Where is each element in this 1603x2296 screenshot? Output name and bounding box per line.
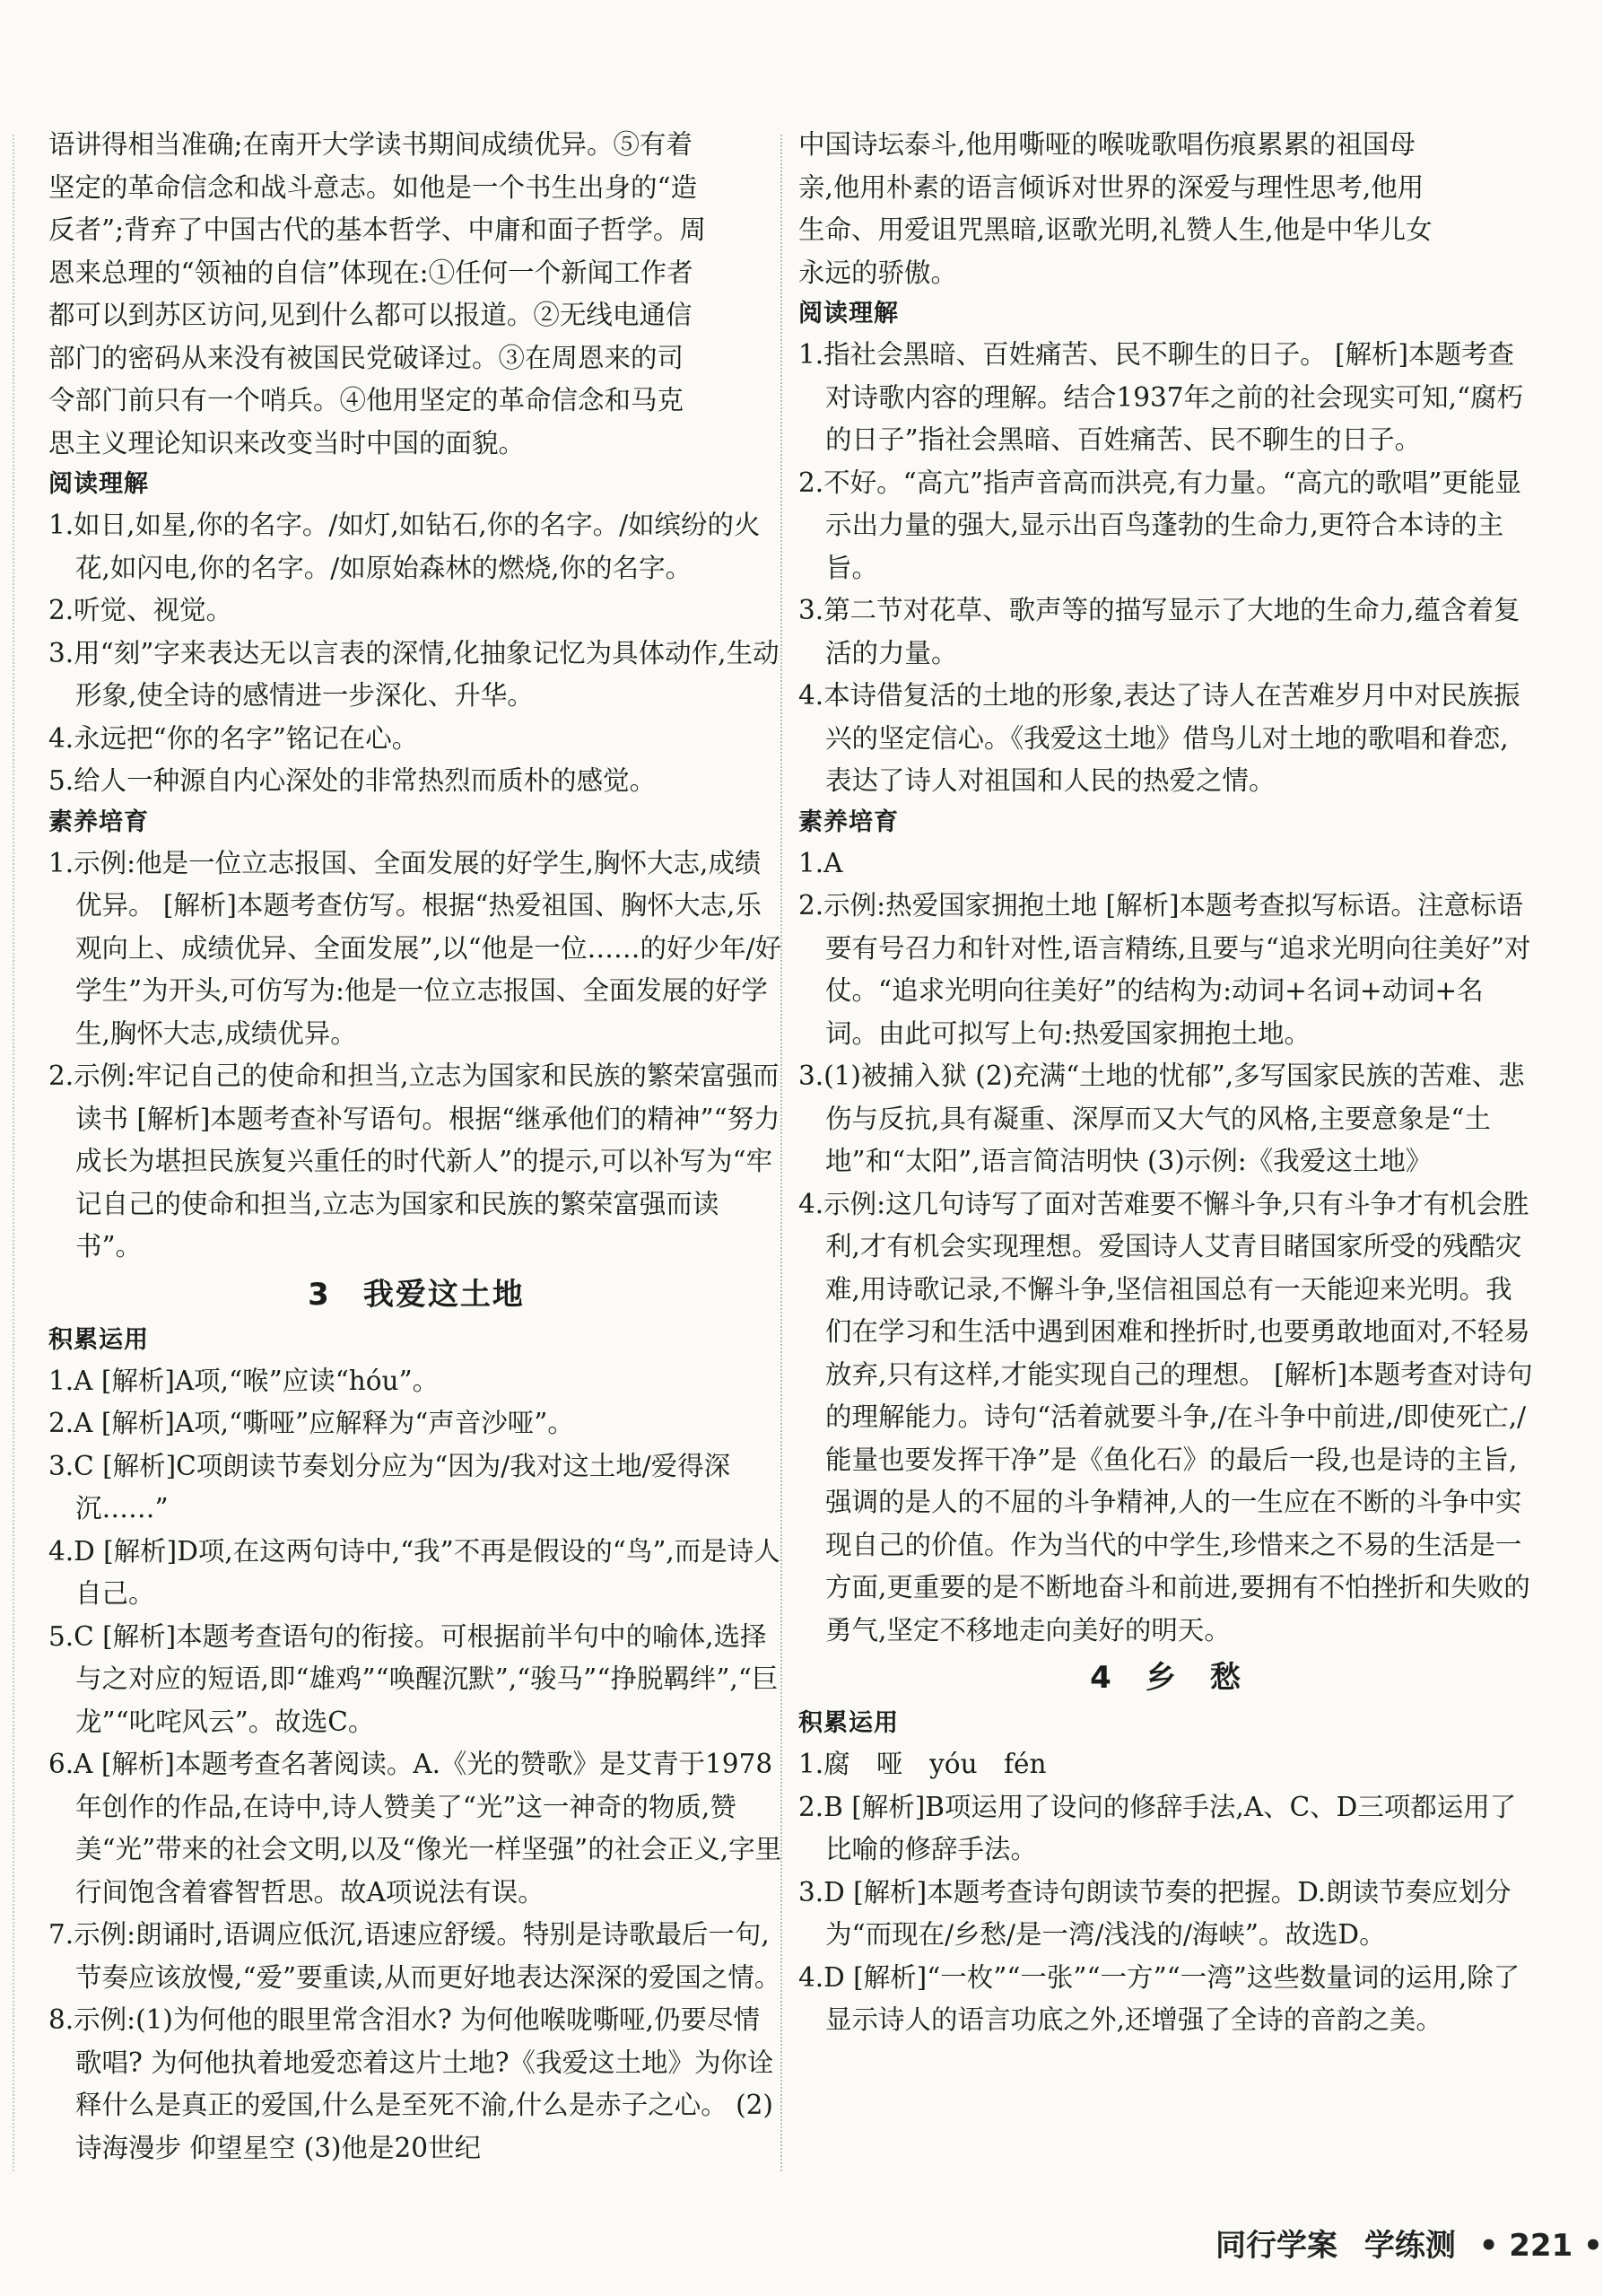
answer-item: 4.示例:这几句诗写了面对苦难要不懈斗争,只有斗争才有机会胜利,才有机会实现理想。爱国诗人艾青目睹国家所受的残酷灾难,用诗歌记录,不懈斗争,坚信祖国总有一天能迎来光明。我们在学习和生活中遇到困难和挫折时,也要勇敢地面对,不轻易放弃,只有这样,才能实现自己的理想。 [解析]本题考查对诗句的理解能力。诗句“活着就要斗争,/在斗争中前进,/即使死亡,/能量也要发挥干净”是《鱼化石》的最后一段,也是诗的主旨,强调的是人的不屈的斗争精神,人的一生应在不断的斗争中实现自己的价值。作为当代的中学生,珍惜来之不易的生活是一方面,更重要的是不断地奋斗和前进,要拥有不怕挫折和失败的勇气,坚定不移地走向美好的明天。 [798,1188,1533,1646]
text-line: 令部门前只有一个哨兵。④他用坚定的革命信念和马克 [48,385,684,415]
answer-item: 1.如日,如星,你的名字。/如灯,如钻石,你的名字。/如缤纷的火花,如闪电,你的名字。/如原始森林的燃烧,你的名字。 [48,510,761,583]
answer-item: 6.A [解析]本题考查名著阅读。A.《光的赞歌》是艾青于1978年创作的作品,在诗中,诗人赞美了“光”这一神奇的物质,赞美“光”带来的社会文明,以及“像光一样坚强”的社会正义,字里行间饱含着睿智哲思。故A项说法有误。 [48,1749,782,1908]
right-column [798,124,1534,2042]
text-line: 思主义理论知识来改变当时中国的面貌。 [48,427,526,458]
left-margin-rule [13,135,14,2171]
page-footer [1215,2221,1603,2265]
answer-item: 2.A [解析]A项,“嘶哑”应解释为“声音沙哑”。 [48,1408,574,1438]
continued-paragraph [798,124,1534,294]
answer-item: 2.听觉、视觉。 [48,595,233,625]
answer-item: 5.C [解析]本题考查语句的衔接。可根据前半句中的喻体,选择与之对应的短语,即“雄鸡”“唤醒沉默”,“骏马”“挣脱羁绊”,“巨龙”“叱咤风云”。故选C。 [48,1620,779,1737]
section-title-reading: 阅读理解 [798,300,899,327]
left-column [48,124,784,2169]
text-line: 坚定的革命信念和战斗意志。如他是一个书生出身的“造 [48,171,698,203]
answer-item: 1.指社会黑暗、百姓痛苦、民不聊生的日子。 [解析]本题考查对诗歌内容的理解。结合1937年之前的社会现实可知,“腐朽的日子”指社会黑暗、百姓痛苦、民不聊生的日子。 [798,339,1524,455]
text-line: 中国诗坛泰斗,他用嘶哑的喉咙歌唱伤痕累累的祖国母 [798,129,1416,160]
text-line: 恩来总理的“领袖的自信”体现在:①任何一个新闻工作者 [48,257,693,288]
text-line: 生命、用爱诅咒黑暗,讴歌光明,礼赞人生,他是中华儿女 [798,214,1433,245]
answer-item: 5.给人一种源自内心深处的非常热烈而质朴的感觉。 [48,765,657,796]
answer-item: 3.第二节对花草、歌声等的描写显示了大地的生命力,蕴含着复活的力量。 [798,595,1520,668]
answer-item: 3.用“刻”字来表达无以言表的深情,化抽象记忆为具体动作,生动形象,使全诗的感情进一步深化、升华。 [48,637,780,711]
text-line: 亲,他用朴素的语言倾诉对世界的深爱与理性思考,他用 [798,171,1424,203]
answer-item: 4.D [解析]D项,在这两句诗中,“我”不再是假设的“鸟”,而是诗人自己。 [48,1535,780,1609]
section-title-accumulate: 积累运用 [48,1325,149,1354]
answer-item: 1.A [798,847,843,878]
answer-item: 1.A [解析]A项,“喉”应读“hóu”。 [48,1365,440,1396]
section-title-reading: 阅读理解 [48,470,149,498]
text-line: 都可以到苏区访问,见到什么都可以报道。②无线电通信 [48,300,693,330]
answer-item: 8.示例:(1)为何他的眼里常含泪水? 为何他喉咙嘶哑,仍要尽情歌唱? 为何他执着地爱恋着这片土地?《我爱这土地》为你诠释什么是真正的爱国,什么是至死不渝,什么是赤子之心。 (2)诗海漫步 仰望星空 (3)他是20世纪 [48,2004,774,2163]
footer-brand: 同行学案 [1215,2228,1337,2264]
answer-item: 4.永远把“你的名字”铭记在心。 [48,722,419,754]
answer-item: 2.不好。“高亢”指声音高而洪亮,有力量。“高亢的歌唱”更能显示出力量的强大,显示出百鸟蓬勃的生命力,更符合本诗的主旨。 [798,467,1521,583]
chapter-title-4: 4 乡 愁 [1090,1660,1242,1696]
page-number: • 221 • [1478,2228,1603,2264]
answer-item: 1.腐 哑 yóu fén [798,1749,1047,1779]
text-line: 反者”;背弃了中国古代的基本哲学、中庸和面子哲学。周 [48,214,707,245]
footer-subtitle: 学练测 [1363,2228,1456,2264]
answer-item: 2.示例:牢记自己的使命和担当,立志为国家和民族的繁荣富强而读书 [解析]本题考查补写语句。根据“继承他们的精神”“努力成长为堪担民族复兴重任的时代新人”的提示,可以补写为“牢记自己的使命和担当,立志为国家和民族的繁荣富强而读书”。 [48,1061,780,1261]
answer-item: 2.B [解析]B项运用了设问的修辞手法,A、C、D三项都运用了比喻的修辞手法。 [798,1791,1517,1864]
answer-item: 1.示例:他是一位立志报国、全面发展的好学生,胸怀大志,成绩优异。 [解析]本题考查仿写。根据“热爱祖国、胸怀大志,乐观向上、成绩优异、全面发展”,以“他是一位……的好少年/好学生”为开头,可仿写为:他是一位立志报国、全面发展的好学生,胸怀大志,成绩优异。 [48,847,781,1049]
answer-item: 4.D [解析]“一枚”“一张”“一方”“一湾”这些数量词的运用,除了显示诗人的语言功底之外,还增强了全诗的音韵之美。 [798,1961,1520,2035]
answer-item: 4.本诗借复活的土地的形象,表达了诗人在苦难岁月中对民族振兴的坚定信心。《我爱这土地》借鸟儿对土地的歌唱和眷恋,表达了诗人对祖国和人民的热爱之情。 [798,680,1520,796]
text-line: 永远的骄傲。 [798,257,958,288]
answer-item: 7.示例:朗诵时,语调应低沉,语速应舒缓。特别是诗歌最后一句,节奏应该放慢,“爱”要重读,从而更好地表达深深的爱国之情。 [48,1919,781,1993]
answer-item: 3.(1)被捕入狱 (2)充满“土地的忧郁”,多写国家民族的苦难、悲伤与反抗,具有凝重、深厚而又大气的风格,主要意象是“土地”和“太阳”,语言简洁明快 (3)示例:《我爱这土地》 [798,1061,1525,1176]
answer-item: 2.示例:热爱国家拥抱土地 [解析]本题考查拟写标语。注意标语要有号召力和针对性,语言精练,且要与“追求光明向往美好”对仗。“追求光明向往美好”的结构为:动词+名词+动词+名词。由此可拟写上句:热爱国家拥抱土地。 [798,890,1531,1049]
answer-item: 3.D [解析]本题考查诗句朗读节奏的把握。D.朗读节奏应划分为“而现在/乡愁/是一湾/浅浅的/海峡”。故选D。 [798,1876,1512,1950]
chapter-title-3: 3 我爱这土地 [308,1276,525,1313]
text-line: 语讲得相当准确;在南开大学读书期间成绩优异。⑤有着 [48,129,693,160]
section-title-literacy: 素养培育 [798,808,899,836]
section-title-literacy: 素养培育 [48,808,149,836]
text-line: 部门的密码从来没有被国民党破译过。③在周恩来的司 [48,342,684,373]
section-title-accumulate: 积累运用 [798,1709,899,1737]
intro-paragraph [48,124,784,465]
answer-item: 3.C [解析]C项朗读节奏划分应为“因为/我对这土地/爱得深沉……” [48,1450,731,1523]
